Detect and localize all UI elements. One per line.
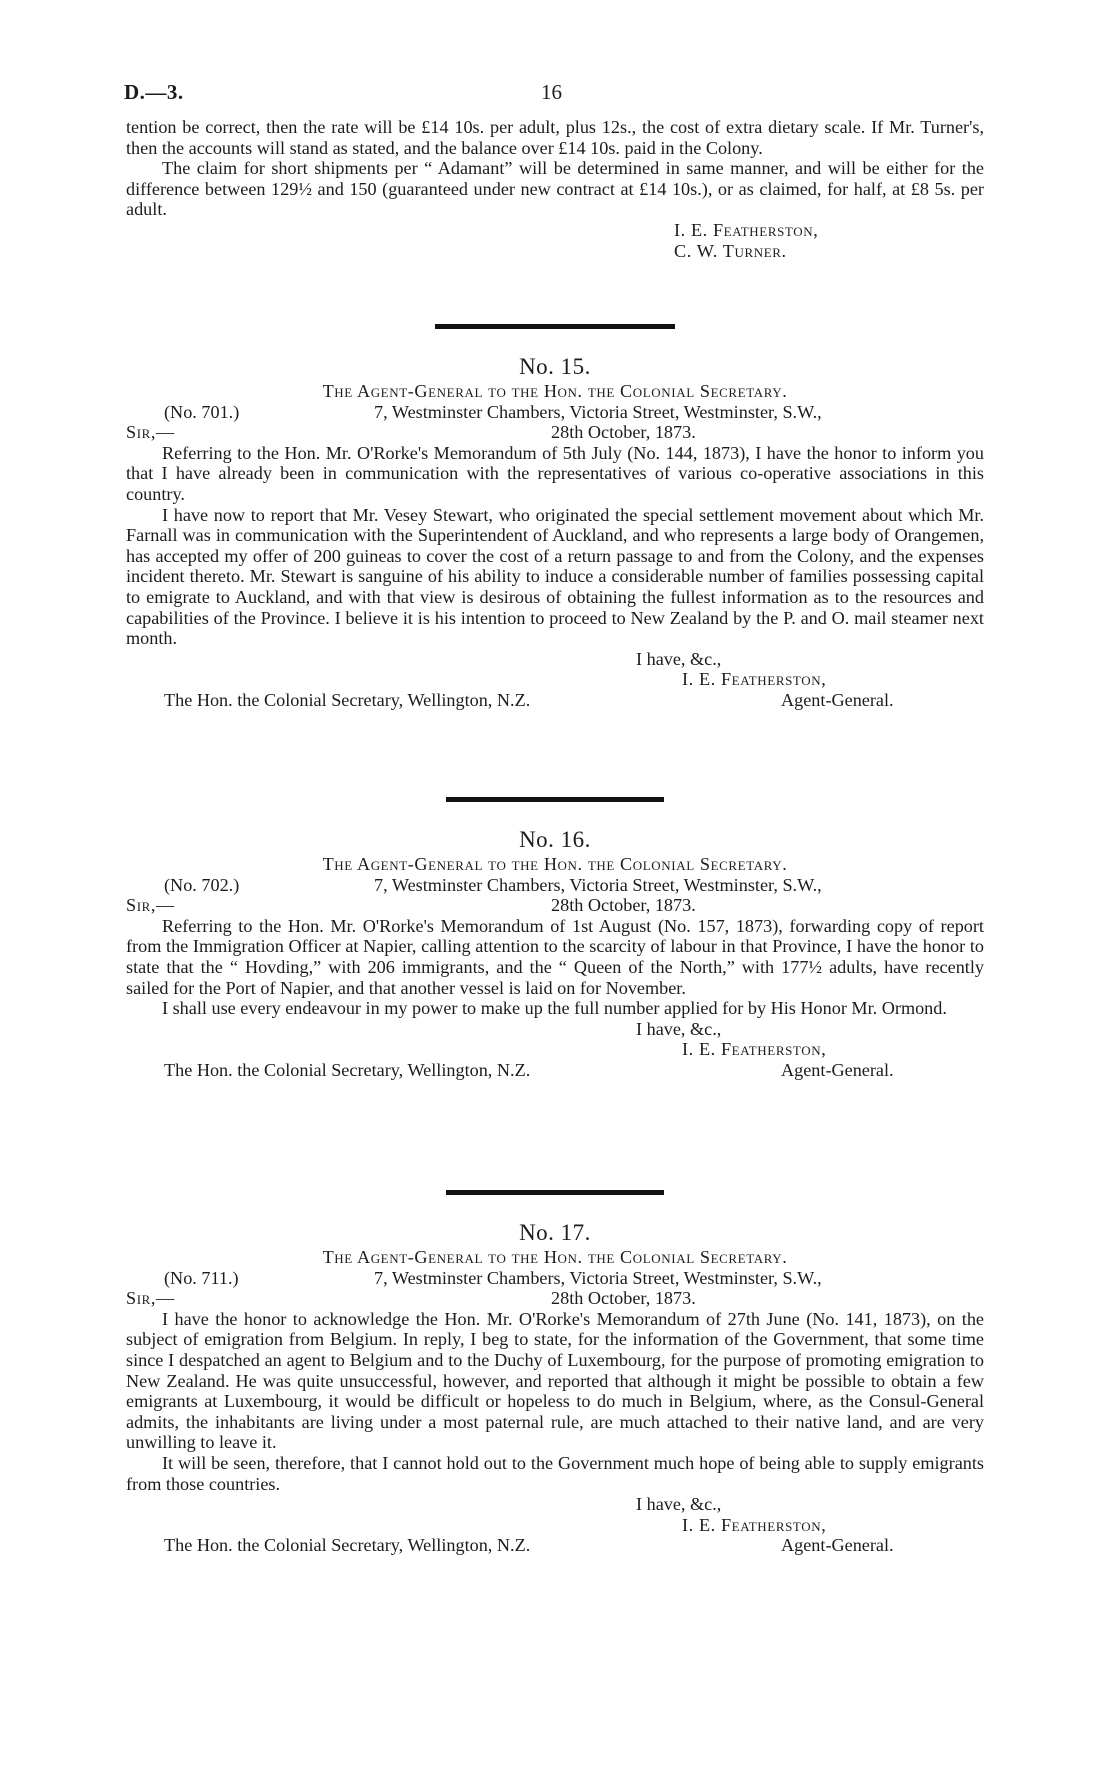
closing-phrase: I have, &c.,: [636, 1018, 722, 1039]
salutation: Sir,—: [126, 422, 175, 443]
letter-paragraph: It will be seen, therefore, that I cannot hold out to the Government much hope of being able to supply emigrants from those countries.: [126, 1452, 984, 1494]
letter-date: 28th October, 1873.: [551, 895, 696, 916]
letter-date: 28th October, 1873.: [551, 1288, 696, 1309]
salutation: Sir,—: [126, 1288, 175, 1309]
signature: I. E. Featherston,: [682, 669, 827, 690]
letter-number: No. 17.: [519, 1220, 591, 1245]
signatory-title: Agent-General.: [781, 689, 894, 710]
letter-salutation-line: [126, 895, 984, 916]
letter-paragraph: I shall use every endeavour in my power to make up the full number applied for by His Honor Mr. Ormond.: [162, 998, 947, 1019]
letter-16: [126, 797, 984, 1081]
addressee: The Hon. the Colonial Secretary, Wellington, N.Z.: [164, 689, 531, 710]
intro-paragraph: tention be correct, then the rate will be £14 10s. per adult, plus 12s., the cost of extra dietary scale. If Mr. Turner's, then the accounts will stand as stated, and the balance over £14 10s. paid in the Colony.: [126, 117, 984, 158]
letter-closing: [126, 649, 984, 711]
signature: I. E. Featherston,: [682, 1514, 827, 1535]
closing-phrase: I have, &c.,: [636, 648, 722, 669]
letter-paragraph: Referring to the Hon. Mr. O'Rorke's Memorandum of 1st August (No. 157, 1873), forwarding copy of report from the Immigration Officer at Napier, calling attention to the scarcity of labour in that Province, I have the honor to state that the “ Hovding,” with 206 immigrants, and the “ Queen of the North,” with 177½ adults, have recently sailed for the Port of Napier, and that another vessel is laid on for November.: [126, 915, 984, 998]
intro-signatures: [674, 220, 984, 261]
letter-address: 7, Westminster Chambers, Victoria Street, Westminster, S.W.,: [374, 401, 822, 422]
letter-address: 7, Westminster Chambers, Victoria Street, Westminster, S.W.,: [374, 874, 822, 895]
letter-heading: The Agent-General to the Hon. the Colonial Secretary.: [322, 381, 788, 401]
letter-15: [126, 324, 984, 711]
letter-date: 28th October, 1873.: [551, 422, 696, 443]
signature: C. W. Turner.: [674, 240, 787, 261]
letter-paragraph: I have now to report that Mr. Vesey Stewart, who originated the special settlement movement about which Mr. Farnall was in communication with the Superintendent of Auckland, and who represents a large body of Orangemen, has accepted my offer of 200 guineas to cover the cost of a return passage to and from the Colony, and the expenses incident thereto. Mr. Stewart is sanguine of his ability to induce a considerable number of families possessing capital to emigrate to Auckland, and with that view is desirous of obtaining the fullest information as to the resources and capabilities of the Province. I believe it is his intention to proceed to New Zealand by the P. and O. mail steamer next month.: [126, 504, 984, 649]
letter-ref: (No. 711.): [164, 1267, 239, 1288]
closing-phrase: I have, &c.,: [636, 1494, 722, 1515]
letter-paragraph: Referring to the Hon. Mr. O'Rorke's Memorandum of 5th July (No. 144, 1873), I have the honor to inform you that I have already been in communication with the representatives of various co-operative associations in this country.: [126, 442, 984, 504]
addressee: The Hon. the Colonial Secretary, Wellington, N.Z.: [164, 1535, 531, 1556]
signatory-title: Agent-General.: [781, 1059, 894, 1080]
signatory-title: Agent-General.: [781, 1535, 894, 1556]
letter-heading: The Agent-General to the Hon. the Colonial Secretary.: [322, 854, 788, 874]
letter-address: 7, Westminster Chambers, Victoria Street, Westminster, S.W.,: [374, 1267, 822, 1288]
letter-17: [126, 1190, 984, 1556]
document-reference: D.—3.: [124, 80, 184, 104]
letter-ref-line: [126, 875, 984, 896]
letter-number: No. 15.: [519, 354, 591, 379]
salutation: Sir,—: [126, 895, 175, 916]
letter-ref-line: [126, 402, 984, 423]
letter-closing: [126, 1494, 984, 1556]
letter-closing: [126, 1019, 984, 1081]
addressee: The Hon. the Colonial Secretary, Wellington, N.Z.: [164, 1059, 531, 1080]
letter-salutation-line: [126, 1288, 984, 1309]
signature: I. E. Featherston,: [674, 219, 819, 240]
intro-section: [126, 117, 984, 261]
letter-salutation-line: [126, 422, 984, 443]
intro-paragraph: The claim for short shipments per “ Adamant” will be determined in same manner, and will be either for the difference between 129½ and 150 (guaranteed under new contract at £14 10s.), or as claimed, for half, at £8 5s. per adult.: [126, 158, 984, 220]
letter-paragraph: I have the honor to acknowledge the Hon. Mr. O'Rorke's Memorandum of 27th June (No. 141, 1873), on the subject of emigration from Belgium. In reply, I beg to state, for the information of the Government, that some time since I despatched an agent to Belgium and to the Duchy of Luxembourg, for the purpose of promoting emigration to New Zealand. He was quite unsuccessful, however, and reported that although it might be possible to obtain a few emigrants at Luxembourg, it would be difficult or hopeless to do much in Belgium, where, as the Consul-General admits, the inhabitants are living under a most paternal rule, are much attached to their native land, and are very unwilling to leave it.: [126, 1308, 984, 1453]
letter-heading: The Agent-General to the Hon. the Colonial Secretary.: [322, 1247, 788, 1267]
page-header: [126, 82, 984, 108]
letter-ref-line: [126, 1268, 984, 1289]
signature: I. E. Featherston,: [682, 1039, 827, 1060]
letter-ref: (No. 702.): [164, 874, 240, 895]
letter-ref: (No. 701.): [164, 401, 240, 422]
page-number: 16: [541, 80, 562, 104]
letter-number: No. 16.: [519, 827, 591, 852]
